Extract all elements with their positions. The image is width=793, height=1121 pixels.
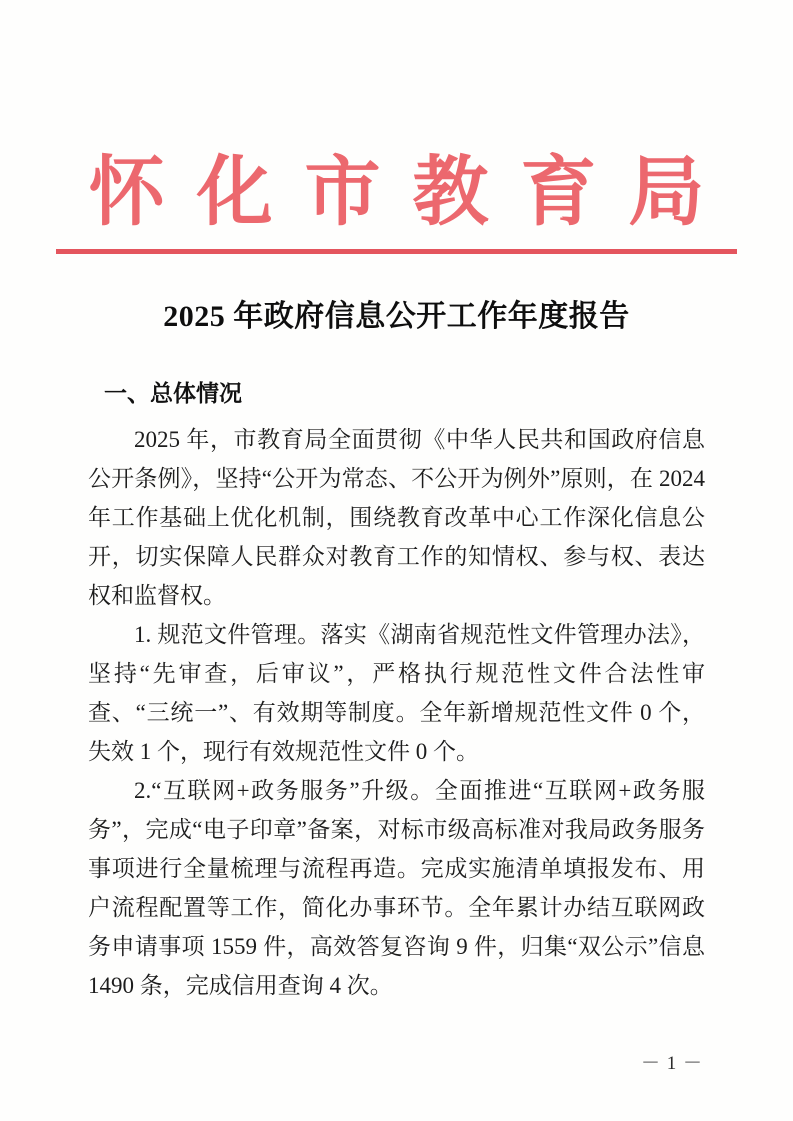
document-body	[88, 420, 705, 1005]
page-number: － 1 －	[640, 1053, 703, 1074]
section-heading: 一、总体情况	[104, 380, 242, 407]
paragraph-internet-gov-services: 2.“互联网+政务服务”升级。全面推进“互联网+政务服务”，完成“电子印章”备案，对标市级高标准对我局政务服务事项进行全量梳理与流程再造。完成实施清单填报发布、用户流程配置等工作，简化办事环节。全年累计办结互联网政务申请事项 1559 件，高效答复咨询 9 件，归集“双公示”信息 1490 条，完成信用查询 4 次。	[88, 778, 705, 999]
document-title: 2025 年政府信息公开工作年度报告	[163, 300, 630, 334]
paragraph-normative-documents: 1. 规范文件管理。落实《湖南省规范性文件管理办法》，坚持“先审查，后审议”，严格执行规范性文件合法性审查、“三统一”、有效期等制度。全年新增规范性文件 0 个，失效 1 个，现行有效规范性文件 0 个。	[88, 622, 705, 765]
paragraph-overview: 2025 年，市教育局全面贯彻《中华人民共和国政府信息公开条例》，坚持“公开为常态、不公开为例外”原则，在 2024 年工作基础上优化机制，围绕教育改革中心工作深化信息公开，切实保障人民群众对教育工作的知情权、参与权、表达权和监督权。	[88, 427, 705, 609]
letterhead-title: 怀化市教育局	[88, 151, 737, 235]
letterhead-divider	[56, 249, 737, 254]
